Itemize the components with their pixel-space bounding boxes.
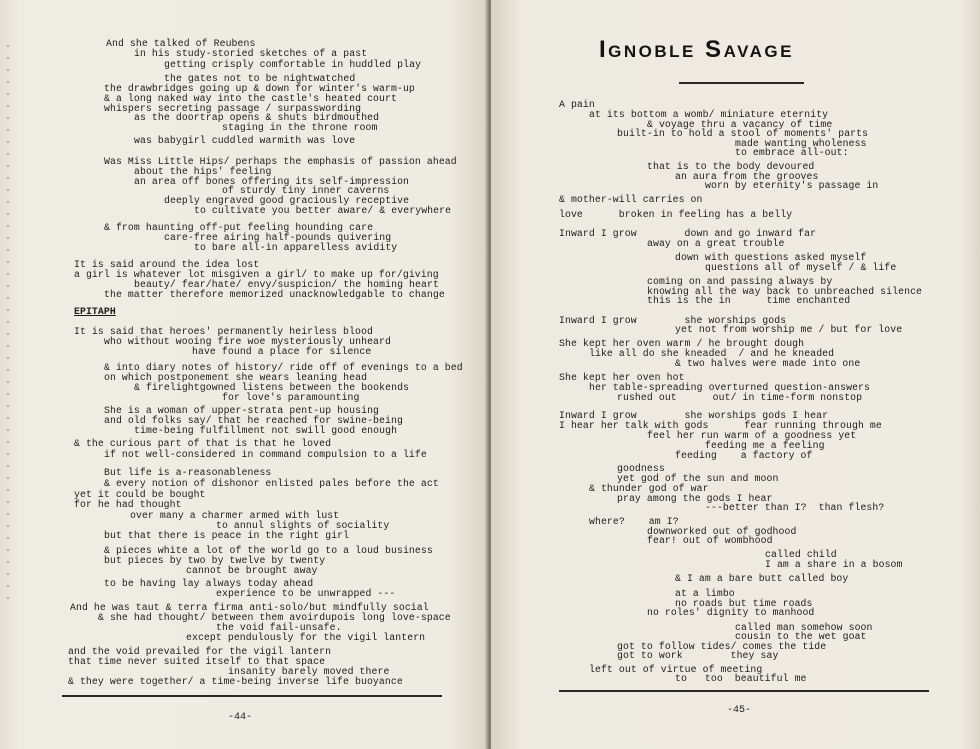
- poem-line: at a limbo: [675, 588, 735, 599]
- poem-line: yet god of the sun and moon: [617, 473, 779, 484]
- poem-line: the drawbridges going up & down for winter's warm-up: [104, 83, 415, 94]
- poem-line: & voyage thru a vacancy of time: [647, 119, 833, 130]
- poem-line: an aura from the grooves: [675, 171, 819, 182]
- poem-line: Inward I grow she worships gods: [559, 315, 787, 326]
- poem-line: Inward I grow she worships gods I hear: [559, 410, 829, 421]
- poem-line: was babygirl cuddled warmith was love: [134, 135, 356, 146]
- poem-line: & a long naked way into the castle's heated court: [104, 93, 397, 104]
- poem-line: staging in the throne room: [222, 122, 378, 133]
- epitaph-heading: EPITAPH: [74, 306, 116, 317]
- poem-line: away on a great trouble: [647, 238, 785, 249]
- page-number: -44-: [228, 712, 253, 723]
- poem-line: got to follow tides/ comes the tide: [617, 641, 827, 652]
- bottom-rule: [62, 695, 442, 697]
- poem-line: feeding a factory of: [675, 450, 813, 461]
- poem-line: if not well-considered in command compulsion to a life: [104, 449, 427, 460]
- poem-line: She is a woman of upper-strata pent-up housing: [104, 405, 380, 416]
- poem-line: And he was taut & terra firma anti-solo/but mindfully social: [70, 602, 429, 613]
- poem-line: called child: [765, 549, 837, 560]
- poem-line: And she talked of Reubens: [106, 38, 256, 49]
- poem-line: made wanting wholeness: [735, 138, 867, 149]
- poem-line: this is the in time enchanted: [647, 295, 851, 306]
- poem-line: to bare all-in apparelless avidity: [194, 242, 398, 253]
- poem-line: to cultivate you better aware/ & everywhere: [194, 205, 452, 216]
- poem-line: It is said that heroes' permanently heirless blood: [74, 326, 373, 337]
- poem-line: It is said around the idea lost: [74, 259, 260, 270]
- poem-line: where? am I?: [589, 516, 679, 527]
- poem-line: & thunder god of war: [589, 483, 709, 494]
- poem-line: pray among the gods I hear: [617, 493, 773, 504]
- poem-line: ---better than I? than flesh?: [705, 502, 885, 513]
- poem-line: care-free airing half-pounds quivering: [164, 232, 392, 243]
- poem-line: the void fail-unsafe.: [216, 622, 342, 633]
- poem-line: that time never suited itself to that space: [68, 656, 326, 667]
- poem-line: of sturdy tiny inner caverns: [222, 185, 390, 196]
- poem-line: & mother-will carries on: [559, 194, 703, 205]
- poem-line: no roads but time roads: [675, 598, 813, 609]
- poem-line: & from haunting off-put feeling hounding care: [104, 222, 374, 233]
- poem-line: coming on and passing always by: [647, 276, 833, 287]
- poem-line: feel her run warm of a goodness yet: [647, 430, 857, 441]
- binding-holes: [6, 40, 10, 600]
- poem-line: fear! out of wombhood: [647, 535, 773, 546]
- poem-line: for love's paramounting: [222, 392, 360, 403]
- poem-line: & into diary notes of history/ ride off of evenings to a bed: [104, 362, 463, 373]
- poem-line: on which postponement she wears leaning head: [104, 372, 368, 383]
- poem-line: who without wooing fire woe mysteriously unheard: [104, 336, 391, 347]
- poem-line: but that there is peace in the right girl: [104, 530, 350, 541]
- poem-line: for he had thought: [74, 499, 182, 510]
- poem-title: Ignoble Savage: [599, 36, 794, 63]
- poem-line: & pieces white a lot of the world go to a loud business: [104, 545, 433, 556]
- poem-line: & every notion of dishonor enlisted pales before the act: [104, 478, 439, 489]
- poem-line: experience to be unwrapped ---: [216, 588, 396, 599]
- poem-line: built-in to hold a stool of moments' parts: [617, 128, 869, 139]
- poem-line: and the void prevailed for the vigil lantern: [68, 646, 332, 657]
- poem-line: over many a charmer armed with lust: [130, 510, 340, 521]
- bottom-rule: [559, 690, 929, 692]
- poem-line: But life is a-reasonableness: [104, 467, 272, 478]
- poem-line: goodness: [617, 463, 665, 474]
- poem-line: to too beautiful me: [675, 673, 807, 684]
- poem-line: rushed out out/ in time-form nonstop: [617, 392, 863, 403]
- poem-line: yet not from worship me / but for love: [675, 324, 903, 335]
- poem-line: left out of virtue of meeting: [589, 664, 763, 675]
- poem-line: like all do she kneaded / and he kneaded: [589, 348, 835, 359]
- poem-line: an area off bones offering its self-impression: [134, 176, 410, 187]
- poem-line: the matter therefore memorized unacknowledgable to change: [104, 289, 445, 300]
- poem-line: downworked out of godhood: [647, 526, 797, 537]
- poem-line: I hear her talk with gods fear running through me: [559, 420, 882, 431]
- poem-line: except pendulously for the vigil lantern: [186, 632, 426, 643]
- poem-line: Was Miss Little Hips/ perhaps the emphasis of passion ahead: [104, 156, 457, 167]
- poem-line: to embrace all-out:: [735, 147, 849, 158]
- poem-line: to be having lay always today ahead: [104, 578, 314, 589]
- poem-line: down with questions asked myself: [675, 252, 867, 263]
- poem-line: got to work they say: [617, 650, 779, 661]
- poem-line: & I am a bare butt called boy: [675, 573, 849, 584]
- poem-line: about the hips' feeling: [134, 166, 272, 177]
- poem-line: questions all of myself / & life: [705, 262, 897, 273]
- poem-line: called man somehow soon: [735, 622, 873, 633]
- poem-line: time-being fulfillment not swill good enough: [134, 425, 398, 436]
- poem-line: no roles' dignity to manhood: [647, 607, 815, 618]
- poem-line: cannot be brought away: [186, 565, 318, 576]
- poem-line: She kept her oven hot: [559, 372, 685, 383]
- poem-line: deeply engraved good graciously receptive: [164, 195, 410, 206]
- page-number: -45-: [727, 705, 752, 716]
- poem-line: and old folks say/ that he reached for swine-being: [104, 415, 403, 426]
- poem-line: love broken in feeling has a belly: [559, 209, 793, 220]
- poem-line: the gates not to be nightwatched: [164, 73, 356, 84]
- poem-line: getting crisply comfortable in huddled play: [164, 59, 422, 70]
- left-page: [0, 0, 487, 749]
- poem-line: & the curious part of that is that he loved: [74, 438, 332, 449]
- poem-line: She kept her oven warm / he brought dough: [559, 338, 805, 349]
- poem-line: insanity barely moved there: [228, 666, 390, 677]
- poem-line: but pieces by two by twelve by twenty: [104, 555, 326, 566]
- poem-line: feeding me a feeling: [705, 440, 825, 451]
- poem-line: & they were together/ a time-being inverse life buoyance: [68, 676, 403, 687]
- poem-line: in his study-storied sketches of a past: [134, 48, 368, 59]
- poem-line: a girl is whatever lot misgiven a girl/ to make up for/giving: [74, 269, 439, 280]
- poem-line: knowing all the way back to unbreached silence: [647, 286, 923, 297]
- poem-line: yet it could be bought: [74, 489, 206, 500]
- poem-line: & she had thought/ between them avoirdupois long love-space: [98, 612, 451, 623]
- poem-line: Inward I grow down and go inward far: [559, 228, 817, 239]
- poem-line: whispers secreting passage / surpasswording: [104, 103, 362, 114]
- right-page: [491, 0, 980, 749]
- poem-line: her table-spreading overturned question-answers: [589, 382, 871, 393]
- poem-line: A pain: [559, 99, 595, 110]
- poem-line: cousin to the wet goat: [735, 631, 867, 642]
- title-rule: [679, 82, 804, 84]
- poem-line: to annul slights of sociality: [216, 520, 390, 531]
- poem-line: that is to the body devoured: [647, 161, 815, 172]
- poem-line: & firelightgowned listens between the bookends: [134, 382, 410, 393]
- poem-line: as the doortrap opens & shuts birdmouthed: [134, 112, 380, 123]
- poem-line: have found a place for silence: [192, 346, 372, 357]
- poem-line: I am a share in a bosom: [765, 559, 903, 570]
- poem-line: & two halves were made into one: [675, 358, 861, 369]
- poem-line: worn by eternity's passage in: [705, 180, 879, 191]
- poem-line: at its bottom a womb/ miniature eternity: [589, 109, 829, 120]
- poem-line: beauty/ fear/hate/ envy/suspicion/ the homing heart: [134, 279, 439, 290]
